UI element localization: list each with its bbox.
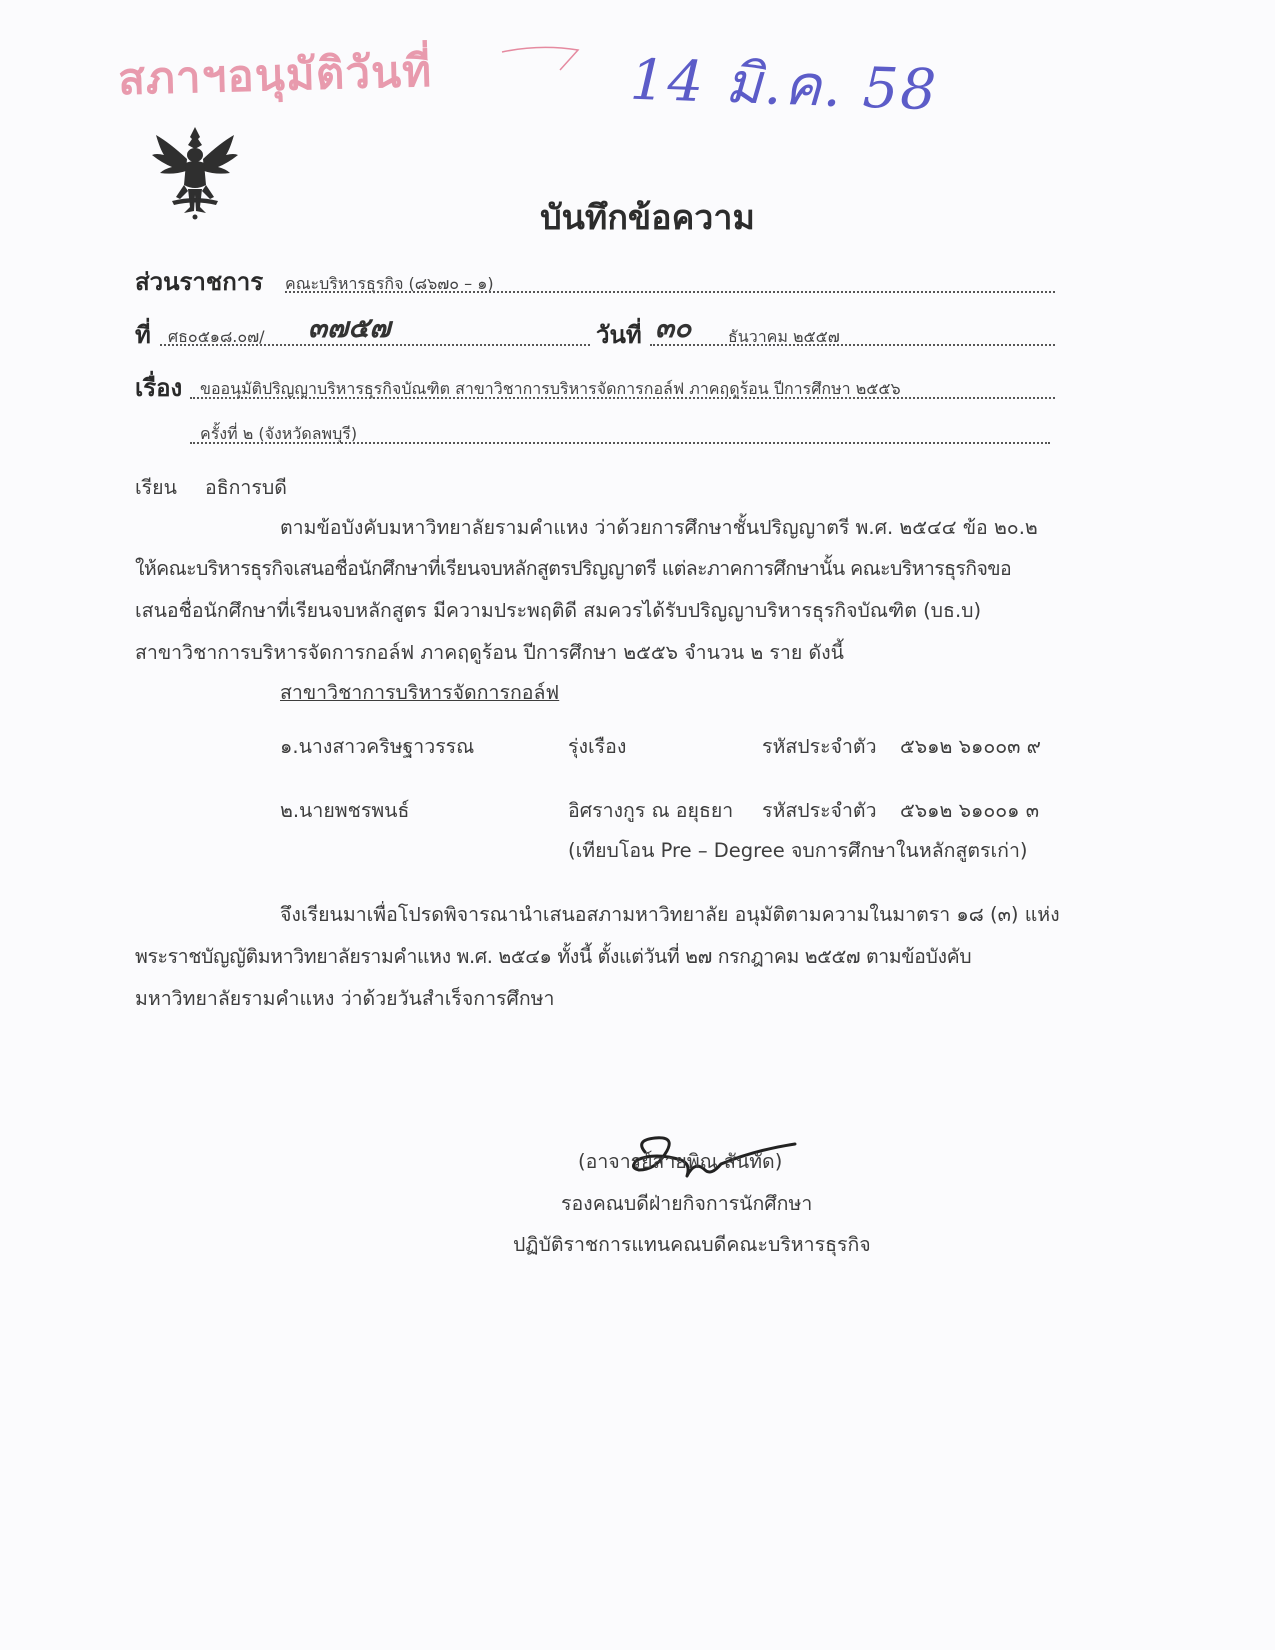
- date-day: ๓๐: [655, 311, 692, 344]
- approval-stamp: สภาฯอนุมัติวันที่: [117, 45, 433, 106]
- handwritten-date: 14 มิ.ค. 58: [628, 47, 940, 124]
- student-1-id-label: รหัสประจำตัว: [762, 735, 877, 758]
- student-1-id: ๕๖๑๒ ๖๑๐๐๓ ๙: [900, 735, 1041, 758]
- para1-line-2: ให้คณะบริหารธุรกิจเสนอชื่อนักศึกษาที่เรียนจบหลักสูตรปริญญาตรี แต่ละภาคการศึกษานั้น คณะบริหารธุรกิจขอ: [135, 557, 1012, 580]
- signatory-position-2: ปฏิบัติราชการแทนคณบดีคณะบริหารธุรกิจ: [513, 1233, 871, 1256]
- ref-dotted-line: [160, 344, 590, 346]
- subject-line-2: ครั้งที่ ๒ (จังหวัดลพบุรี): [200, 424, 358, 443]
- student-2-name: ๒.นายพชรพนธ์: [280, 799, 410, 822]
- stamp-arrow-mark: [500, 40, 590, 80]
- student-2-surname: อิศรางกูร ณ อยุธยา: [568, 799, 734, 822]
- signatory-position-1: รองคณบดีฝ่ายกิจการนักศึกษา: [561, 1192, 813, 1215]
- student-2-note: (เทียบโอน Pre – Degree จบการศึกษาในหลักสูตรเก่า): [568, 839, 1028, 862]
- ref-number: ๓๗๕๗: [308, 311, 391, 344]
- document-title: บันทึกข้อความ: [540, 198, 755, 238]
- agency-dotted-line: [285, 291, 1055, 293]
- salutation-label: เรียน: [135, 476, 177, 499]
- para2-line-3: มหาวิทยาลัยรามคำแหง ว่าด้วยวันสำเร็จการศึกษา: [135, 987, 555, 1010]
- student-2-id-label: รหัสประจำตัว: [762, 799, 877, 822]
- agency-label: ส่วนราชการ: [135, 268, 264, 296]
- agency-value: คณะบริหารธุรกิจ (๘๖๗๐ – ๑): [285, 274, 494, 293]
- salutation-recipient: อธิการบดี: [205, 476, 287, 499]
- para1-line-1: ตามข้อบังคับมหาวิทยาลัยรามคำแหง ว่าด้วยการศึกษาชั้นปริญญาตรี พ.ศ. ๒๕๔๔ ข้อ ๒๐.๒: [280, 516, 1038, 539]
- para1-line-3: เสนอชื่อนักศึกษาที่เรียนจบหลักสูตร มีความประพฤติดี สมควรได้รับปริญญาบริหารธุรกิจบัณฑิต (บธ.บ): [135, 599, 982, 622]
- para1-line-4: สาขาวิชาการบริหารจัดการกอล์ฟ ภาคฤดูร้อน ปีการศึกษา ๒๕๕๖ จำนวน ๒ ราย ดังนี้: [135, 641, 844, 664]
- para2-line-1: จึงเรียนมาเพื่อโปรดพิจารณานำเสนอสภามหาวิทยาลัย อนุมัติตามความในมาตรา ๑๘ (๓) แห่ง: [280, 903, 1060, 926]
- ref-label: ที่: [135, 321, 151, 349]
- para2-line-2: พระราชบัญญัติมหาวิทยาลัยรามคำแหง พ.ศ. ๒๕๔๑ ทั้งนี้ ตั้งแต่วันที่ ๒๗ กรกฎาคม ๒๕๕๗ ตามข้อบังคับ: [135, 945, 972, 968]
- student-2-id: ๕๖๑๒ ๖๑๐๐๑ ๓: [900, 799, 1040, 822]
- signatory-name: (อาจารย์สายพิณ สันทัด): [578, 1150, 783, 1173]
- subject-line-1: ขออนุมัติปริญญาบริหารธุรกิจบัณฑิต สาขาวิชาการบริหารจัดการกอล์ฟ ภาคฤดูร้อน ปีการศึกษา ๒๕๕๖: [200, 379, 901, 398]
- date-dotted-line: [650, 344, 1055, 346]
- date-month-year: ธันวาคม ๒๕๕๗: [728, 327, 840, 346]
- student-1-surname: รุ่งเรือง: [568, 735, 627, 758]
- student-1-name: ๑.นางสาวคริษฐาวรรณ: [280, 735, 475, 758]
- subject-dotted-line-1: [190, 397, 1055, 399]
- program-heading: สาขาวิชาการบริหารจัดการกอล์ฟ: [280, 681, 560, 704]
- ref-prefix: ศธ๐๕๑๘.๐๗/: [168, 327, 265, 346]
- subject-dotted-line-2: [190, 442, 1050, 444]
- date-label: วันที่: [596, 321, 642, 349]
- subject-label: เรื่อง: [135, 374, 183, 402]
